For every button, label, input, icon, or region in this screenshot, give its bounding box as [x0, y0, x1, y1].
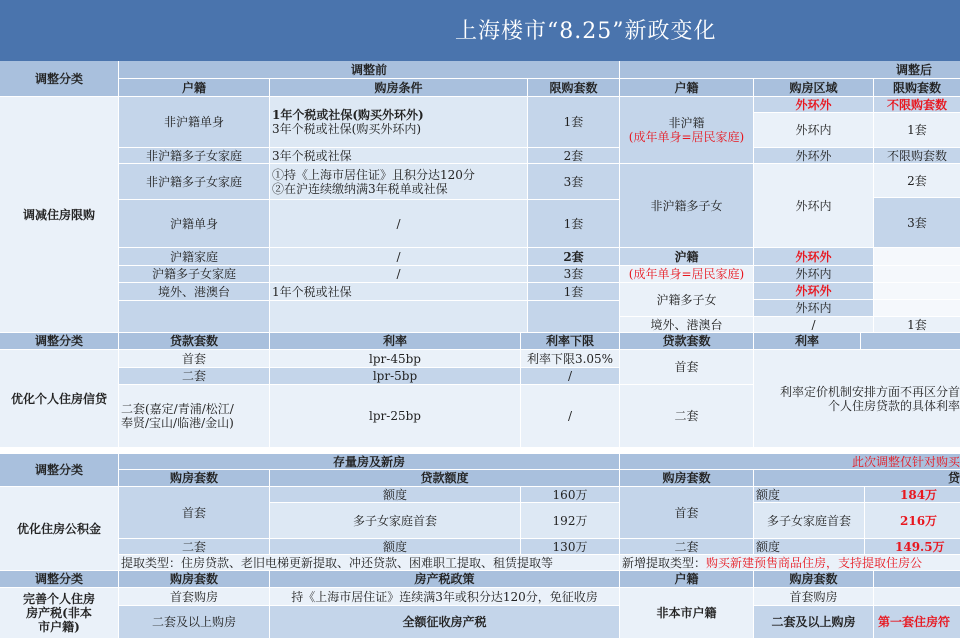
fcs-shoutao-policy: 持《上海市居住证》连续满3年或积分达120分，免征收房 [270, 588, 619, 605]
after-taoshu: 不限购套数 [874, 148, 960, 163]
gjj-after-value: 184万 [865, 487, 960, 502]
row-tiaojian [270, 164, 527, 199]
loan-after-note-line1: 利率定价机制安排方面不再区分首 [779, 384, 960, 399]
gjj-after-shoutao: 首套 [620, 487, 753, 538]
gjj-tiqu-after [620, 555, 960, 570]
sec3-header: 存量房及新房 [119, 454, 619, 469]
after-taoshu: 3套 [874, 198, 960, 247]
col-trunc: 贷 [754, 470, 960, 486]
gjj-tiqu-after-prefix: 新增提取类型： [622, 555, 707, 570]
col-quyu-after: 购房区域 [754, 79, 873, 96]
col-edu: 贷款额度 [270, 470, 619, 486]
after-quyu: 外环内 [754, 266, 873, 282]
fcs-huji: 非本市户籍 [620, 588, 753, 638]
row-blank [119, 301, 269, 332]
col-taoshu-after: 购房套数 [620, 470, 753, 486]
col-taoshu: 限购套数 [528, 79, 619, 96]
gjj-shoutao: 首套 [119, 487, 269, 538]
row-blank [528, 301, 619, 332]
fcs-ertao-policy: 全额征收房产税 [270, 606, 619, 638]
loan-xiaxian: / [521, 385, 619, 447]
section-name-xindai: 优化个人住房信贷 [0, 350, 118, 447]
after-hu-duo: 沪籍多子女 [620, 283, 753, 316]
row-taoshu: 3套 [528, 164, 619, 199]
row-huji: 非沪籍单身 [119, 97, 269, 147]
loan-after-shou: 首套 [620, 350, 753, 384]
tiaojian-line1: ①持《上海市居住证》且积分达120分 [272, 167, 475, 182]
col-lilv-after: 利率 [754, 333, 860, 349]
after-taoshu: 1套 [874, 113, 960, 147]
gjj-after-ertao: 二套 [620, 539, 753, 554]
gjj-after-edu: 额度 [754, 487, 864, 502]
tiaojian-line2: 3年个税或社保(购买外环内) [272, 122, 421, 136]
col-taoshu-after: 限购套数 [874, 79, 960, 96]
row-huji: 境外、港澳台 [119, 283, 269, 300]
after-header: 调整后 [620, 61, 960, 78]
category-header: 调整分类 [0, 454, 118, 486]
after-quyu: 外环外 [754, 97, 873, 112]
row-taoshu: 2套 [528, 248, 619, 265]
gjj-after-edu: 额度 [754, 539, 864, 554]
gjj-value: 192万 [521, 503, 619, 538]
row-blank [270, 301, 527, 332]
row-tiaojian: / [270, 266, 527, 282]
fcs-ertao: 二套及以上购房 [119, 606, 269, 638]
after-quyu: 外环外 [754, 248, 873, 265]
title-bar [0, 0, 960, 61]
row-taoshu: 1套 [528, 200, 619, 247]
gjj-duozinv: 多子女家庭首套 [270, 503, 520, 538]
after-feihu-note: (成年单身=居民家庭) [628, 130, 745, 144]
gjj-value: 130万 [521, 539, 619, 554]
col-xiaxian: 利率下限 [521, 333, 619, 349]
name-line2: 房产税(非本 [26, 606, 92, 620]
row-taoshu: 2套 [528, 148, 619, 163]
gjj-edu: 额度 [270, 487, 520, 502]
section-name-gongjijin: 优化住房公积金 [0, 487, 118, 570]
fcs-after-ertao: 二套及以上购房 [754, 606, 873, 638]
after-taoshu: 1套 [874, 317, 960, 332]
col-lilv: 利率 [270, 333, 520, 349]
loan-after-er: 二套 [620, 385, 753, 447]
category-header: 调整分类 [0, 571, 118, 587]
name-line3: 市户籍) [38, 620, 80, 634]
col-tiaojian: 购房条件 [270, 79, 527, 96]
row-taoshu: 1套 [528, 283, 619, 300]
gjj-after-value: 149.5万 [865, 539, 960, 554]
col-huji: 户籍 [620, 571, 753, 587]
before-header: 调整前 [119, 61, 619, 78]
row-taoshu: 3套 [528, 266, 619, 282]
row-huji: 非沪籍多子女家庭 [119, 164, 269, 199]
gjj-after-duozinv: 多子女家庭首套 [754, 503, 864, 538]
after-quyu: 外环内 [754, 164, 873, 247]
gjj-tiqu-before: 提取类型：住房贷款、老旧电梯更新提取、冲还贷款、困难职工提取、租赁提取等 [119, 555, 619, 570]
tiaojian-line1: 1年个税或社保(购买外环外) [272, 108, 424, 122]
loan-after-note-line2: 个人住房贷款的具体利率 [827, 398, 960, 413]
category-header: 调整分类 [0, 61, 118, 96]
after-quyu: 外环内 [754, 113, 873, 147]
name-line1: 完善个人住房 [22, 592, 95, 606]
after-quyu: / [754, 317, 873, 332]
after-quyu: 外环内 [754, 300, 873, 316]
after-feihu-label: 非沪籍 [668, 116, 705, 130]
col-taoshu: 购房套数 [119, 571, 269, 587]
col-taoshu: 购房套数 [119, 470, 269, 486]
loan-taoshu: 首套 [119, 350, 269, 367]
fcs-after-note: 第一套住房符 [874, 606, 960, 638]
loan-xiaxian: 利率下限3.05% [521, 350, 619, 367]
after-feihu [620, 97, 753, 163]
loan-taoshu: 二套 [119, 368, 269, 384]
after-taoshu: 不限购套数 [874, 97, 960, 112]
row-huji: 沪籍单身 [119, 200, 269, 247]
col-blank [861, 333, 960, 349]
col-huji: 户籍 [119, 79, 269, 96]
after-blank [874, 266, 960, 282]
after-hu-note: (成年单身=居民家庭) [620, 266, 753, 282]
row-tiaojian: / [270, 248, 527, 265]
row-tiaojian: 1年个税或社保 [270, 283, 527, 300]
after-quyu: 外环外 [754, 283, 873, 299]
col-taoshu-after: 购房套数 [754, 571, 873, 587]
fcs-shoutao: 首套购房 [119, 588, 269, 605]
loan-taoshu-line1: 二套(嘉定/青浦/松江/ [121, 402, 234, 416]
category-header: 调整分类 [0, 333, 118, 349]
row-tiaojian: / [270, 200, 527, 247]
col-zhengce: 房产税政策 [270, 571, 619, 587]
loan-lilv: lpr-5bp [270, 368, 520, 384]
after-blank [874, 300, 960, 316]
gjj-edu: 额度 [270, 539, 520, 554]
loan-xiaxian: / [521, 368, 619, 384]
col-daikuan: 贷款套数 [119, 333, 269, 349]
gjj-ertao: 二套 [119, 539, 269, 554]
row-tiaojian [270, 97, 527, 147]
page-title: 上海楼市“8.25”新政变化 [455, 19, 717, 44]
after-blank [874, 283, 960, 299]
after-quyu: 外环外 [754, 148, 873, 163]
loan-lilv: lpr-45bp [270, 350, 520, 367]
after-blank [874, 248, 960, 265]
row-huji: 沪籍家庭 [119, 248, 269, 265]
col-huji-after: 户籍 [620, 79, 753, 96]
gjj-after-value: 216万 [865, 503, 960, 538]
row-taoshu: 1套 [528, 97, 619, 147]
section-name-fangchanshui [0, 588, 118, 638]
loan-taoshu-line2: 奉贤/宝山/临港/金山) [121, 416, 234, 430]
row-tiaojian: 3年个税或社保 [270, 148, 527, 163]
loan-taoshu [119, 385, 269, 447]
col-blank [874, 571, 960, 587]
fcs-after-blank [874, 588, 960, 605]
after-feihu-duo: 非沪籍多子女 [620, 164, 753, 247]
fcs-after-shoutao: 首套购房 [754, 588, 873, 605]
after-jingwai: 境外、港澳台 [620, 317, 753, 332]
gjj-value: 160万 [521, 487, 619, 502]
gjj-tiqu-after-red: 购买新建预售商品住房，支持提取住房公 [706, 555, 923, 570]
after-hu: 沪籍 [620, 248, 753, 265]
tiaojian-line2: ②在沪连续缴纳满3年税单或社保 [272, 181, 448, 196]
section-name-xiangou: 调减住房限购 [0, 97, 118, 332]
after-taoshu: 2套 [874, 164, 960, 197]
row-huji: 沪籍多子女家庭 [119, 266, 269, 282]
col-daikuan-after: 贷款套数 [620, 333, 753, 349]
loan-after-note [754, 350, 960, 447]
row-huji: 非沪籍多子女家庭 [119, 148, 269, 163]
loan-lilv: lpr-25bp [270, 385, 520, 447]
sec3-note: 此次调整仅针对购买 [620, 454, 960, 469]
